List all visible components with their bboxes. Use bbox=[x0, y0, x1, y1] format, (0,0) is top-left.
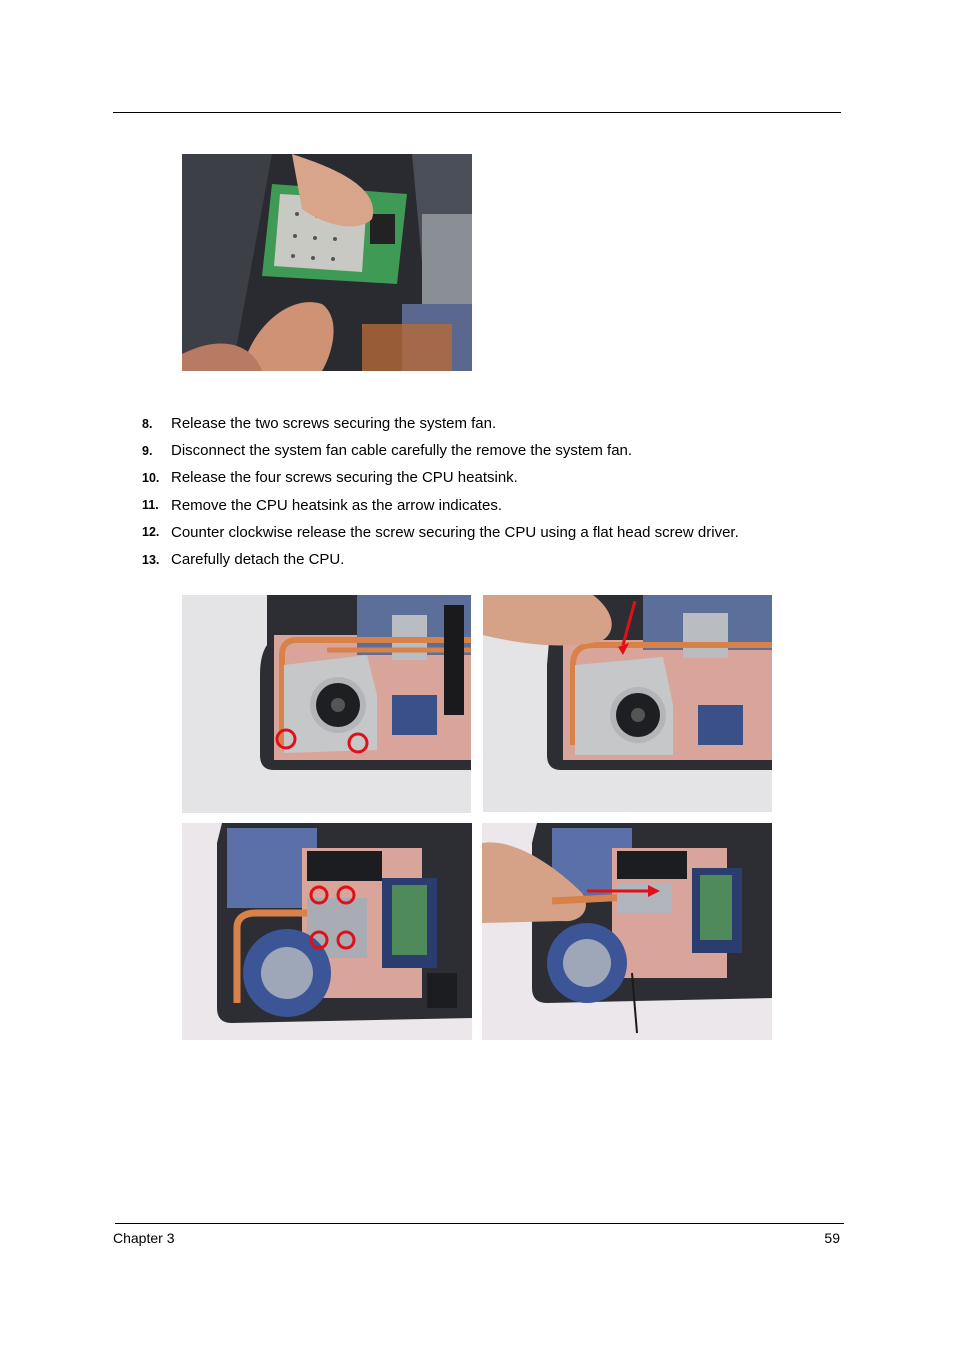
step-12 bbox=[142, 519, 739, 546]
footer-page-number: 59 bbox=[824, 1230, 840, 1246]
step-9 bbox=[142, 437, 739, 464]
step-text: Release the four screws securing the CPU heatsink. bbox=[171, 469, 518, 487]
step-number: 13. bbox=[142, 552, 160, 567]
steps-list bbox=[142, 410, 739, 573]
footer-chapter: Chapter 3 bbox=[113, 1230, 175, 1246]
step-number: 8. bbox=[142, 416, 153, 431]
fan-screws-photo bbox=[182, 595, 471, 813]
step-8 bbox=[142, 410, 739, 437]
step-text: Carefully detach the CPU. bbox=[171, 551, 345, 569]
step-11 bbox=[142, 492, 739, 519]
header-rule bbox=[113, 112, 841, 113]
step-number: 9. bbox=[142, 443, 153, 458]
step-10 bbox=[142, 464, 739, 491]
wireless-card-removal-photo bbox=[182, 154, 472, 371]
heatsink-screws-photo bbox=[182, 823, 472, 1040]
heatsink-removal-photo bbox=[482, 823, 772, 1040]
step-number: 10. bbox=[142, 470, 160, 485]
fan-cable-photo bbox=[483, 595, 772, 812]
step-text: Disconnect the system fan cable carefully the remove the system fan. bbox=[171, 442, 633, 460]
step-text: Remove the CPU heatsink as the arrow indicates. bbox=[171, 496, 502, 514]
step-text: Counter clockwise release the screw securing the CPU using a flat head screw driver. bbox=[171, 523, 739, 541]
footer-rule bbox=[115, 1223, 844, 1224]
step-text: Release the two screws securing the system fan. bbox=[171, 415, 497, 433]
step-number: 11. bbox=[142, 498, 159, 513]
step-13 bbox=[142, 546, 739, 573]
step-number: 12. bbox=[142, 525, 160, 540]
